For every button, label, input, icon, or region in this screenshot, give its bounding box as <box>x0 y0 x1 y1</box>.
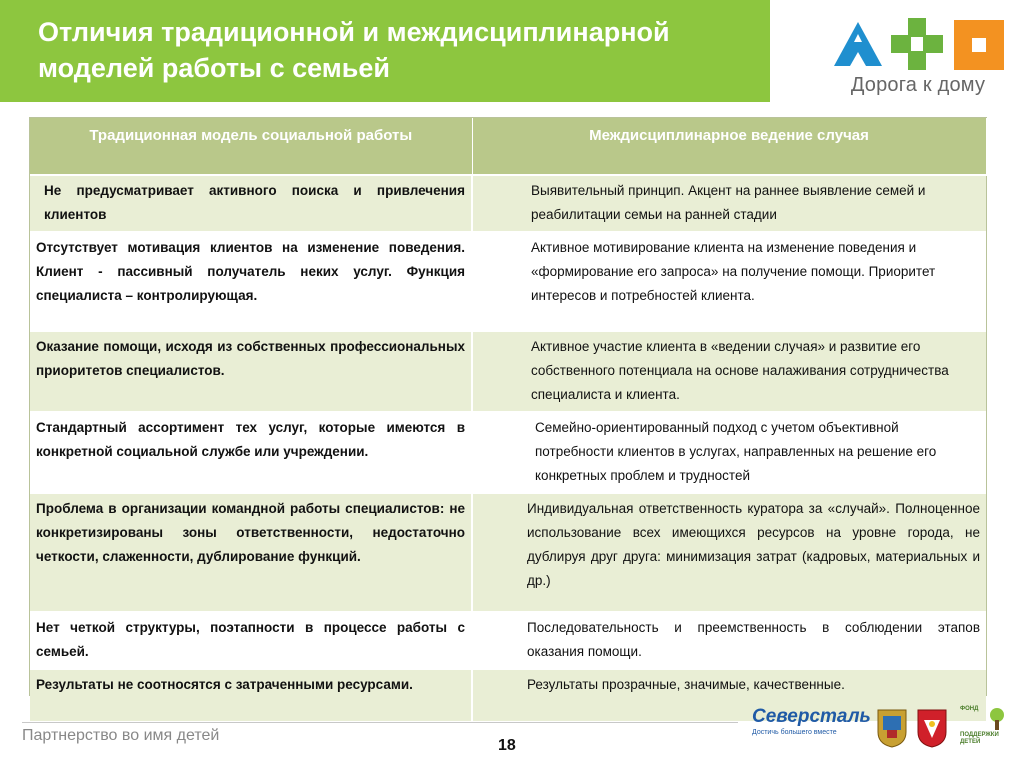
interdisciplinary-cell: Последовательность и преемственность в соблюдении этапов оказания помощи. <box>472 612 986 669</box>
table-row <box>30 412 986 493</box>
interdisciplinary-cell: Активное участие клиента в «ведении случая» и развитие его собственного потенциала на основе налаживания сотрудничества специалиста и клиента. <box>472 331 986 412</box>
logo-caption: Дорога к дому <box>850 74 986 96</box>
interdisciplinary-cell: Активное мотивирование клиента на изменение поведения и «формирование его запроса» на получение помощи. Приоритет интересов и потребностей клиента. <box>472 232 986 331</box>
traditional-cell: Нет четкой структуры, поэтапности в процессе работы с семьей. <box>30 612 472 669</box>
interdisciplinary-cell: Выявительный принцип. Акцент на раннее выявление семей и реабилитации семьи на ранней стадии <box>472 175 986 232</box>
footer-divider <box>22 722 738 723</box>
partner-text: Партнерство во имя детей <box>22 727 220 744</box>
doroga-k-domu-logo <box>828 18 1008 102</box>
traditional-cell: Результаты не соотносятся с затраченными ресурсами. <box>30 669 472 721</box>
city-crest-icon <box>876 708 908 748</box>
table-row <box>30 232 986 331</box>
fund-label: ФОНД ПОДДЕРЖКИ ДЕТЕЙ <box>960 706 999 745</box>
traditional-cell: Проблема в организации командной работы специалистов: не конкретизированы зоны ответственности, недостаточно четкости, слаженности, дублирование функций. <box>30 493 472 612</box>
slide-title <box>38 14 758 86</box>
severstal-logo <box>752 706 871 746</box>
region-crest-icon <box>916 708 948 748</box>
fund-tree-icon <box>986 706 1008 732</box>
header-interdisciplinary-model: Междисциплинарное ведение случая <box>472 118 986 175</box>
header-traditional-model: Традиционная модель социальной работы <box>30 118 472 175</box>
traditional-cell: Отсутствует мотивация клиентов на изменение поведения. Клиент - пассивный получатель неких услуг. Функция специалиста – контролирующая. <box>30 232 472 331</box>
table-row <box>30 612 986 669</box>
interdisciplinary-cell: Семейно-ориентированный подход с учетом объективной потребности клиентов в услугах, направленных на решение его конкретных проблем и трудностей <box>472 412 986 493</box>
sponsor-slogan: Достичь большего вместе <box>752 729 837 736</box>
interdisciplinary-cell: Результаты прозрачные, значимые, качественные. <box>472 669 986 721</box>
traditional-cell: Стандартный ассортимент тех услуг, которые имеются в конкретной социальной службе или учреждении. <box>30 412 472 493</box>
sponsor-name: Северсталь <box>752 706 871 727</box>
table-row <box>30 493 986 612</box>
comparison-table <box>29 117 987 696</box>
slide-title-line-1: Отличия традиционной и междисциплинарной <box>38 17 670 47</box>
traditional-cell: Не предусматривает активного поиска и привлечения клиентов <box>30 175 472 232</box>
page-number: 18 <box>498 737 516 754</box>
table-row <box>30 331 986 412</box>
slide-title-line-2: моделей работы с семьей <box>38 53 390 83</box>
title-band <box>0 0 770 102</box>
table-row <box>30 175 986 232</box>
fund-logo <box>960 706 1008 750</box>
logo-shapes-icon <box>828 18 1008 74</box>
interdisciplinary-cell: Индивидуальная ответственность куратора за «случай». Полноценное использование всех имеющихся ресурсов на уровне города, не дублируя друг друга: минимизация затрат (кадровых, материальных и др.) <box>472 493 986 612</box>
traditional-cell: Оказание помощи, исходя из собственных профессиональных приоритетов специалистов. <box>30 331 472 412</box>
